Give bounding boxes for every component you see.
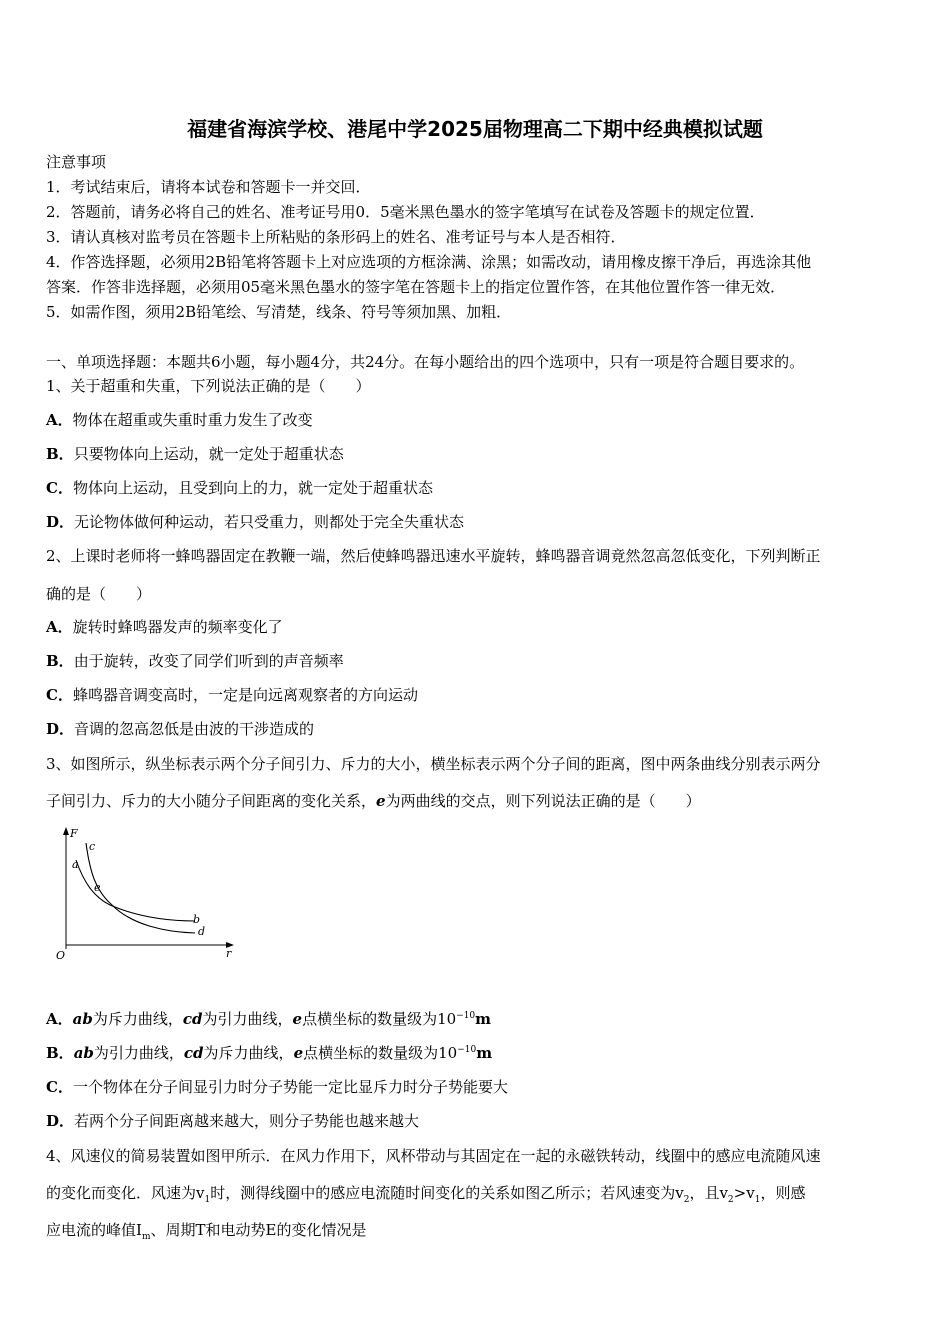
- option-key: C．: [46, 686, 73, 704]
- notice-item: 1．考试结束后，请将本试卷和答题卡一并交回．: [46, 178, 371, 196]
- stem-text: ，则感: [760, 1184, 806, 1202]
- option-key: A．: [46, 1010, 73, 1028]
- option-key: A．: [46, 618, 73, 636]
- question-1-option-d: [46, 512, 464, 532]
- question-3-option-b: [46, 1043, 492, 1063]
- question-2-stem: 2、上课时老师将一蜂鸣器固定在教鞭一端，然后使蜂鸣器迅速水平旋转，蜂鸣器音调竟然忽高忽低变化，下列判断正: [46, 547, 821, 565]
- notice-item: 4．作答选择题，必须用2B铅笔将答题卡上对应选项的方框涂满、涂黑；如需改动，请用橡皮擦干净后，再选涂其他: [46, 253, 812, 271]
- option-text: 为斥力曲线，: [203, 1044, 294, 1062]
- force-curves-graph: [50, 825, 240, 965]
- question-3-stem-cont: [46, 791, 701, 811]
- option-text: 无论物体做何种运动，若只受重力，则都处于完全失重状态: [74, 513, 465, 531]
- question-4-stem: 4、风速仪的简易装置如图甲所示．在风力作用下，风杯带动与其固定在一起的永磁铁转动，线圈中的感应电流随风速: [46, 1147, 821, 1165]
- option-key: B．: [46, 445, 74, 463]
- curve-name: cd: [182, 1010, 203, 1028]
- option-text: 由于旋转，改变了同学们听到的声音频率: [73, 652, 344, 670]
- option-key: B．: [46, 652, 74, 670]
- option-text: 旋转时蜂鸣器发声的频率变化了: [72, 618, 283, 636]
- point-name: e: [292, 1010, 303, 1028]
- intersection-label-e: e: [94, 881, 101, 894]
- stem-text: >v: [733, 1184, 755, 1202]
- question-1-option-a: [46, 410, 313, 430]
- origin-label: O: [56, 949, 66, 962]
- unit: m: [475, 1010, 492, 1028]
- subscript: 2: [683, 1195, 690, 1205]
- stem-text: 、周期T和电动势E的变化情况是: [150, 1221, 367, 1239]
- exponent: −10: [457, 1045, 477, 1055]
- option-key: C．: [46, 1078, 73, 1096]
- option-key: A．: [46, 411, 73, 429]
- x-axis-label: r: [226, 947, 232, 960]
- y-axis-label: F: [70, 827, 78, 840]
- subscript: 1: [204, 1195, 211, 1205]
- question-1-option-b: [46, 444, 344, 464]
- option-text: 若两个分子间距离越来越大，则分子势能也越来越大: [74, 1112, 420, 1130]
- question-4-stem-cont: [46, 1183, 805, 1203]
- option-text: 为引力曲线，: [202, 1010, 293, 1028]
- option-text: 音调的忽高忽低是由波的干涉造成的: [74, 720, 315, 738]
- option-key: D．: [46, 513, 75, 531]
- unit: m: [476, 1044, 493, 1062]
- point-e-label: e: [376, 792, 386, 810]
- curve-cd: [86, 843, 195, 933]
- subscript: 2: [727, 1195, 734, 1205]
- page-title: 福建省海滨学校、港尾中学2025届物理高二下期中经典模拟试题: [187, 117, 763, 141]
- stem-text: ，且v: [689, 1184, 728, 1202]
- option-text: 物体向上运动，且受到向上的力，就一定处于超重状态: [72, 479, 433, 497]
- option-text: 一个物体在分子间显引力时分子势能一定比显斥力时分子势能要大: [72, 1078, 508, 1096]
- question-3-option-d: [46, 1111, 419, 1131]
- stem-text: 的变化而变化．风速为v: [46, 1184, 205, 1202]
- question-2-stem-cont: 确的是（ ）: [46, 585, 152, 603]
- curve-label-b: b: [193, 913, 201, 926]
- stem-text: 子间引力、斥力的大小随分子间距离的变化关系，: [46, 792, 377, 810]
- curve-name: ab: [72, 1010, 93, 1028]
- force-distance-figure: [50, 825, 240, 965]
- question-1-option-c: [46, 478, 433, 498]
- option-text: 蜂鸣器音调变高时，一定是向远离观察者的方向运动: [72, 686, 418, 704]
- stem-text: 为两曲线的交点，则下列说法正确的是（ ）: [385, 792, 701, 810]
- option-text: 为引力曲线，: [93, 1044, 184, 1062]
- question-4-stem-end: [46, 1220, 366, 1240]
- y-axis-arrow: [63, 827, 69, 835]
- notice-item: 答案．作答非选择题，必须用05毫米黑色墨水的签字笔在答题卡上的指定位置作答，在其他位置作答一律无效．: [46, 278, 786, 296]
- notice-heading: 注意事项: [46, 153, 107, 171]
- curve-name: ab: [73, 1044, 94, 1062]
- question-3-option-c: [46, 1077, 508, 1097]
- exponent: −10: [456, 1011, 476, 1021]
- question-2-option-c: [46, 685, 418, 705]
- point-name: e: [293, 1044, 304, 1062]
- question-3-option-a: [46, 1009, 491, 1029]
- stem-text: 应电流的峰值I: [46, 1221, 142, 1239]
- option-text: 点横坐标的数量级为10: [302, 1010, 457, 1028]
- option-text: 只要物体向上运动，就一定处于超重状态: [73, 445, 344, 463]
- option-text: 为斥力曲线，: [92, 1010, 183, 1028]
- curve-label-c: c: [89, 840, 96, 853]
- notice-item: 5．如需作图，须用2B铅笔绘、写清楚，线条、符号等须加黑、加粗．: [46, 303, 512, 321]
- curve-label-d: d: [198, 925, 206, 938]
- subscript: m: [141, 1232, 151, 1242]
- curve-label-a: a: [72, 858, 79, 871]
- question-3-stem: 3、如图所示，纵坐标表示两个分子间引力、斥力的大小，横坐标表示两个分子间的距离，图中两条曲线分别表示两分: [46, 755, 821, 773]
- section-heading: 一、单项选择题：本题共6小题，每小题4分，共24分。在每小题给出的四个选项中，只有一项是符合题目要求的。: [46, 353, 805, 371]
- option-text: 点横坐标的数量级为10: [303, 1044, 458, 1062]
- option-key: C．: [46, 479, 73, 497]
- stem-text: 时，测得线圈中的感应电流随时间变化的关系如图乙所示；若风速变为v: [210, 1184, 684, 1202]
- question-1-stem: 1、关于超重和失重，下列说法正确的是（ ）: [46, 377, 371, 395]
- notice-item: 3．请认真核对监考员在答题卡上所粘贴的条形码上的姓名、准考证号与本人是否相符．: [46, 228, 626, 246]
- question-2-option-b: [46, 651, 344, 671]
- curve-name: cd: [183, 1044, 204, 1062]
- option-key: D．: [46, 720, 75, 738]
- option-key: B．: [46, 1044, 74, 1062]
- subscript: 1: [754, 1195, 761, 1205]
- notice-item: 2．答题前，请务必将自己的姓名、准考证号用0．5毫米黑色墨水的签字笔填写在试卷及答题卡的规定位置．: [46, 203, 765, 221]
- question-2-option-a: [46, 617, 283, 637]
- option-key: D．: [46, 1112, 75, 1130]
- question-2-option-d: [46, 719, 314, 739]
- option-text: 物体在超重或失重时重力发生了改变: [72, 411, 313, 429]
